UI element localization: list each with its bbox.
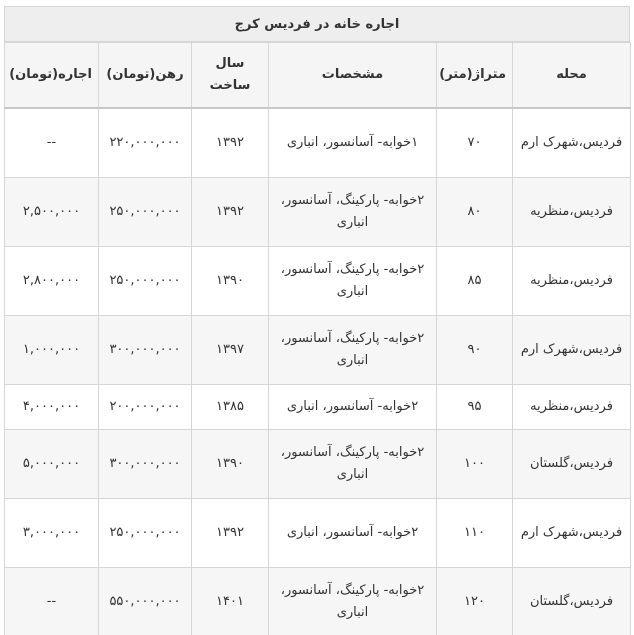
cell-year: ۱۴۰۱	[192, 567, 269, 635]
rent-value: ۱,۰۰۰,۰۰۰	[22, 341, 81, 357]
header-area: متراژ(متر)	[437, 43, 513, 109]
header-rent: اجاره(تومان)	[5, 43, 99, 109]
cell-neighborhood: فردیس،شهرک ارم	[513, 108, 631, 177]
table-caption: اجاره خانه در فردیس کرج	[4, 6, 630, 42]
cell-year: ۱۳۹۲	[192, 108, 269, 177]
rent-value: ۳,۰۰۰,۰۰۰	[22, 524, 81, 540]
cell-deposit	[99, 429, 192, 498]
cell-neighborhood: فردیس،منظریه	[513, 177, 631, 246]
header-features: مشخصات	[269, 43, 437, 109]
cell-deposit	[99, 498, 192, 567]
cell-deposit	[99, 384, 192, 429]
cell-year: ۱۳۹۷	[192, 315, 269, 384]
cell-deposit	[99, 177, 192, 246]
cell-area: ۸۵	[437, 246, 513, 315]
cell-neighborhood: فردیس،منظریه	[513, 246, 631, 315]
deposit-value: ۲۲۰,۰۰۰,۰۰۰	[109, 134, 181, 150]
header-row	[5, 43, 631, 109]
cell-deposit	[99, 246, 192, 315]
table-row	[5, 315, 631, 384]
cell-year: ۱۳۹۰	[192, 246, 269, 315]
deposit-value: ۳۰۰,۰۰۰,۰۰۰	[109, 341, 181, 357]
cell-area: ۷۰	[437, 108, 513, 177]
cell-features: ۲خوابه- پارکینگ، آسانسور، انباری	[269, 246, 437, 315]
rental-table	[4, 42, 631, 635]
cell-rent	[5, 246, 99, 315]
deposit-value: ۳۰۰,۰۰۰,۰۰۰	[109, 455, 181, 471]
cell-neighborhood: فردیس،گلستان	[513, 429, 631, 498]
cell-rent	[5, 108, 99, 177]
cell-area: ۹۵	[437, 384, 513, 429]
table-row	[5, 567, 631, 635]
cell-deposit	[99, 567, 192, 635]
cell-features: ۱خوابه- آسانسور، انباری	[269, 108, 437, 177]
table-row	[5, 498, 631, 567]
header-neighborhood: محله	[513, 43, 631, 109]
cell-year: ۱۳۹۲	[192, 498, 269, 567]
cell-features: ۲خوابه- پارکینگ، آسانسور، انباری	[269, 177, 437, 246]
deposit-value: ۲۰۰,۰۰۰,۰۰۰	[109, 398, 181, 414]
deposit-value: ۲۵۰,۰۰۰,۰۰۰	[109, 203, 181, 219]
cell-neighborhood: فردیس،منظریه	[513, 384, 631, 429]
cell-neighborhood: فردیس،گلستان	[513, 567, 631, 635]
rent-value: ۲,۵۰۰,۰۰۰	[22, 203, 81, 219]
header-deposit: رهن(تومان)	[99, 43, 192, 109]
cell-features: ۲خوابه- پارکینگ، آسانسور، انباری	[269, 567, 437, 635]
cell-year: ۱۳۹۲	[192, 177, 269, 246]
cell-area: ۸۰	[437, 177, 513, 246]
deposit-value: ۲۵۰,۰۰۰,۰۰۰	[109, 524, 181, 540]
cell-features: ۲خوابه- پارکینگ، آسانسور، انباری	[269, 429, 437, 498]
cell-neighborhood: فردیس،شهرک ارم	[513, 315, 631, 384]
rent-value: --	[46, 593, 57, 609]
cell-deposit	[99, 108, 192, 177]
cell-rent	[5, 315, 99, 384]
table-row	[5, 429, 631, 498]
rent-value: --	[46, 134, 57, 150]
cell-features: ۲خوابه- آسانسور، انباری	[269, 498, 437, 567]
cell-area: ۱۲۰	[437, 567, 513, 635]
cell-features: ۲خوابه- آسانسور، انباری	[269, 384, 437, 429]
deposit-value: ۲۵۰,۰۰۰,۰۰۰	[109, 272, 181, 288]
cell-area: ۹۰	[437, 315, 513, 384]
cell-rent	[5, 567, 99, 635]
deposit-value: ۵۵۰,۰۰۰,۰۰۰	[109, 593, 181, 609]
table-row	[5, 384, 631, 429]
header-year: سال ساخت	[192, 43, 269, 109]
cell-area: ۱۰۰	[437, 429, 513, 498]
rent-value: ۵,۰۰۰,۰۰۰	[22, 455, 81, 471]
table-row	[5, 108, 631, 177]
cell-neighborhood: فردیس،شهرک ارم	[513, 498, 631, 567]
cell-year: ۱۳۹۰	[192, 429, 269, 498]
rent-value: ۴,۰۰۰,۰۰۰	[22, 398, 81, 414]
table-row	[5, 177, 631, 246]
rent-value: ۲,۸۰۰,۰۰۰	[22, 272, 81, 288]
cell-area: ۱۱۰	[437, 498, 513, 567]
cell-rent	[5, 177, 99, 246]
cell-year: ۱۳۸۵	[192, 384, 269, 429]
cell-features: ۲خوابه- پارکینگ، آسانسور، انباری	[269, 315, 437, 384]
cell-rent	[5, 429, 99, 498]
cell-rent	[5, 384, 99, 429]
cell-deposit	[99, 315, 192, 384]
cell-rent	[5, 498, 99, 567]
table-row	[5, 246, 631, 315]
